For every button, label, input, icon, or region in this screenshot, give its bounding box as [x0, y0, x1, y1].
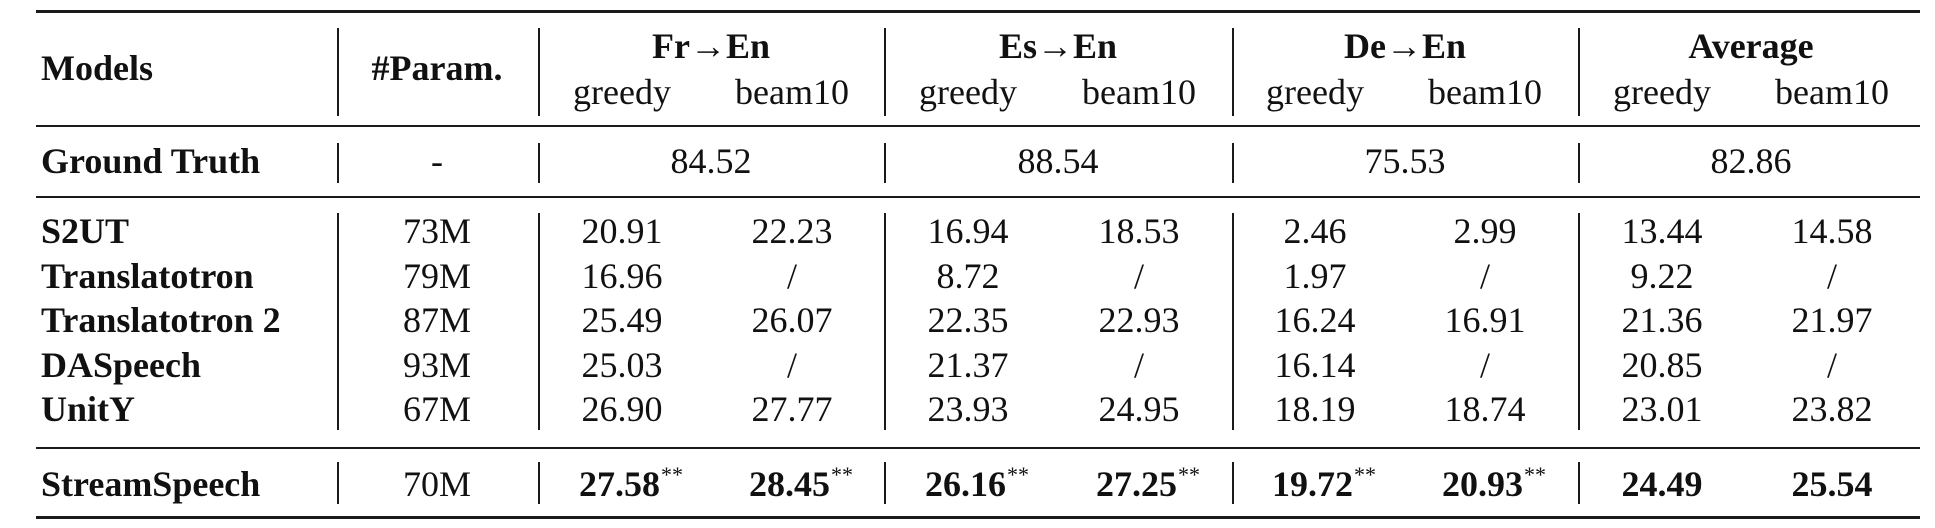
- model-name: DASpeech: [41, 345, 201, 385]
- ground-truth-es-en: 88.54: [1017, 141, 1099, 181]
- table-cell-ours: [1792, 466, 1873, 502]
- param-count: 67M: [402, 389, 472, 429]
- col-separator: [337, 462, 339, 504]
- table-cell: /: [786, 256, 798, 296]
- table-cell: 25.03: [581, 345, 663, 385]
- ground-truth-label: Ground Truth: [41, 141, 261, 181]
- table-cell: 16.14: [1274, 345, 1356, 385]
- ground-truth-de-en: 75.53: [1364, 141, 1446, 181]
- ground-truth-fr-en: 84.52: [670, 141, 752, 181]
- table-cell: 13.44: [1621, 211, 1703, 251]
- ground-truth-average: 82.86: [1710, 141, 1792, 181]
- significance-mark: **: [661, 462, 683, 487]
- table-cell: /: [1479, 256, 1491, 296]
- table-cell: 9.22: [1630, 256, 1694, 296]
- table-cell: 14.58: [1791, 211, 1873, 251]
- header-group-fr-en: Fr→En: [651, 26, 771, 66]
- subheader-greedy: greedy: [919, 72, 1017, 112]
- header-group-es-en: Es→En: [998, 26, 1118, 66]
- header-group-average: Average: [1688, 26, 1814, 66]
- cell-value: 20.93: [1442, 464, 1523, 504]
- model-name: Translatotron 2: [41, 300, 281, 340]
- header-params: #Param.: [371, 48, 503, 88]
- param-count: 79M: [402, 256, 472, 296]
- model-name-ours: StreamSpeech: [41, 464, 261, 504]
- table-cell-ours: [579, 462, 683, 504]
- col-separator: [1232, 462, 1234, 504]
- significance-mark: **: [1007, 462, 1029, 487]
- subheader-beam10: beam10: [1082, 72, 1196, 112]
- col-separator: [1578, 462, 1580, 504]
- header-rule: [36, 125, 1920, 127]
- table-cell: 18.53: [1098, 211, 1180, 251]
- ours-rule: [36, 447, 1920, 449]
- model-name: S2UT: [41, 211, 130, 251]
- col-separator: [337, 28, 339, 116]
- significance-mark: **: [831, 462, 853, 487]
- ground-truth-params: -: [431, 141, 443, 181]
- table-cell: 20.85: [1621, 345, 1703, 385]
- table-cell: 26.07: [751, 300, 833, 340]
- cell-value: 28.45: [749, 464, 830, 504]
- subheader-beam10: beam10: [735, 72, 849, 112]
- table-cell: 20.91: [581, 211, 663, 251]
- col-separator: [538, 143, 540, 183]
- table-cell: 22.93: [1098, 300, 1180, 340]
- cell-value: 27.58: [579, 464, 660, 504]
- cell-value: 24.49: [1621, 464, 1703, 504]
- table-cell: 25.49: [581, 300, 663, 340]
- table-cell: 1.97: [1283, 256, 1347, 296]
- table-cell: 16.96: [581, 256, 663, 296]
- col-separator: [884, 143, 886, 183]
- subheader-greedy: greedy: [1613, 72, 1711, 112]
- table-cell: 2.46: [1283, 211, 1347, 251]
- table-cell: 23.93: [927, 389, 1009, 429]
- col-separator: [538, 462, 540, 504]
- col-separator: [884, 462, 886, 504]
- cell-value: 26.16: [925, 464, 1006, 504]
- header-models: Models: [41, 48, 153, 88]
- header-group-de-en: De→En: [1343, 26, 1467, 66]
- col-separator: [884, 213, 886, 430]
- bottom-rule: [36, 516, 1920, 519]
- col-separator: [1578, 213, 1580, 430]
- cell-value: 25.54: [1791, 464, 1873, 504]
- table-cell: /: [1826, 345, 1838, 385]
- col-separator: [1578, 28, 1580, 116]
- table-cell-ours: [1622, 466, 1703, 502]
- param-count-ours: 70M: [402, 464, 472, 504]
- table-cell-ours: [1272, 462, 1376, 504]
- col-separator: [1232, 143, 1234, 183]
- model-name: UnitY: [41, 389, 136, 429]
- param-count: 73M: [402, 211, 472, 251]
- table-cell: /: [1479, 345, 1491, 385]
- table-cell: 16.24: [1274, 300, 1356, 340]
- subheader-beam10: beam10: [1428, 72, 1542, 112]
- table-cell: 24.95: [1098, 389, 1180, 429]
- table-cell: /: [1133, 345, 1145, 385]
- col-separator: [884, 28, 886, 116]
- table-cell-ours: [925, 462, 1029, 504]
- col-separator: [538, 213, 540, 430]
- col-separator: [1232, 213, 1234, 430]
- table-cell: 26.90: [581, 389, 663, 429]
- significance-mark: **: [1178, 462, 1200, 487]
- table-cell: 21.37: [927, 345, 1009, 385]
- table-cell: 8.72: [936, 256, 1000, 296]
- table-cell: 16.91: [1444, 300, 1526, 340]
- table-cell: 16.94: [927, 211, 1009, 251]
- table-cell: 23.01: [1621, 389, 1703, 429]
- subheader-greedy: greedy: [573, 72, 671, 112]
- table-cell: 23.82: [1791, 389, 1873, 429]
- ground-truth-rule: [36, 196, 1920, 198]
- top-rule: [36, 10, 1920, 13]
- table-cell: /: [1826, 256, 1838, 296]
- table-cell: 27.77: [751, 389, 833, 429]
- significance-mark: **: [1354, 462, 1376, 487]
- table-cell: 21.36: [1621, 300, 1703, 340]
- table-cell: /: [786, 345, 798, 385]
- table-cell: 22.23: [751, 211, 833, 251]
- table-cell: 18.19: [1274, 389, 1356, 429]
- cell-value: 19.72: [1272, 464, 1353, 504]
- table-cell: 18.74: [1444, 389, 1526, 429]
- col-separator: [538, 28, 540, 116]
- col-separator: [1232, 28, 1234, 116]
- col-separator: [337, 143, 339, 183]
- cell-value: 27.25: [1096, 464, 1177, 504]
- subheader-greedy: greedy: [1266, 72, 1364, 112]
- table-cell: /: [1133, 256, 1145, 296]
- col-separator: [1578, 143, 1580, 183]
- param-count: 93M: [402, 345, 472, 385]
- model-name: Translatotron: [41, 256, 254, 296]
- table-cell-ours: [749, 462, 853, 504]
- table-cell-ours: [1442, 462, 1546, 504]
- subheader-beam10: beam10: [1775, 72, 1889, 112]
- table-cell-ours: [1096, 462, 1200, 504]
- param-count: 87M: [402, 300, 472, 340]
- col-separator: [337, 213, 339, 430]
- table-cell: 21.97: [1791, 300, 1873, 340]
- table-cell: 2.99: [1453, 211, 1517, 251]
- table-cell: 22.35: [927, 300, 1009, 340]
- significance-mark: **: [1524, 462, 1546, 487]
